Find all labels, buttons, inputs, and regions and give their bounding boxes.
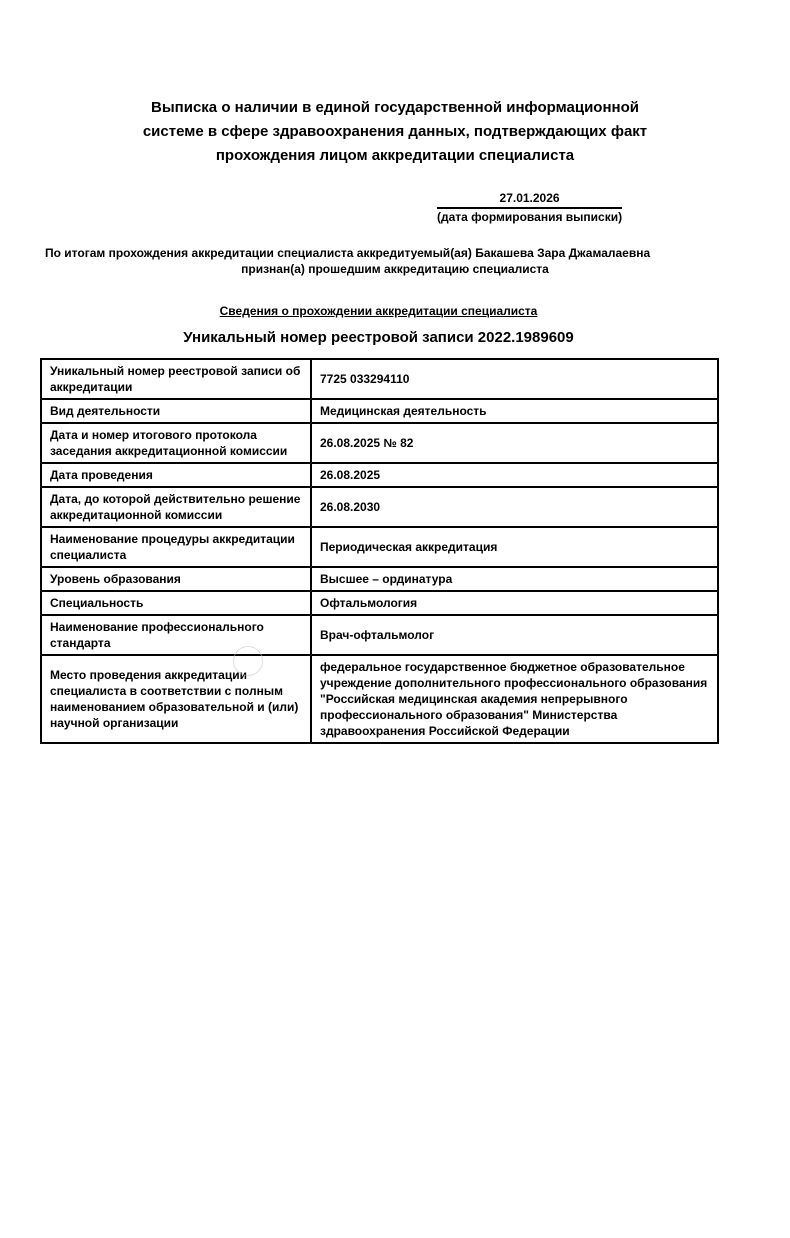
row-label: Вид деятельности: [41, 399, 311, 423]
row-value: Медицинская деятельность: [311, 399, 718, 423]
table-row: [41, 655, 718, 743]
table-row: [41, 463, 718, 487]
row-value: федеральное государственное бюджетное образовательное учреждение дополнительного профессионального образования "Российская медицинская академия непрерывного профессионального образования" Министерства здравоохранения Российской Федерации: [311, 655, 718, 743]
intro-line-2: признан(а) прошедшим аккредитацию специалиста: [241, 262, 549, 276]
table-row: [41, 527, 718, 567]
table-row: [41, 567, 718, 591]
table-row: [41, 423, 718, 463]
row-value: 26.08.2025: [311, 463, 718, 487]
row-value: Офтальмология: [311, 591, 718, 615]
row-value: 26.08.2025 № 82: [311, 423, 718, 463]
section-heading: Сведения о прохождении аккредитации специалиста: [219, 304, 538, 318]
formation-date-value: 27.01.2026: [437, 191, 622, 209]
row-value: 26.08.2030: [311, 487, 718, 527]
table-row: [41, 399, 718, 423]
accreditation-table: [40, 358, 719, 744]
row-label: Дата проведения: [41, 463, 311, 487]
row-value: Периодическая аккредитация: [311, 527, 718, 567]
table-row: [41, 487, 718, 527]
title-line: прохождения лицом аккредитации специалиста: [215, 147, 575, 164]
row-value: 7725 033294110: [311, 359, 718, 399]
row-value: Врач-офтальмолог: [311, 615, 718, 655]
table-row: [41, 591, 718, 615]
intro-line-1: По итогам прохождения аккредитации специалиста аккредитуемый(ая) Бакашева Зара Джамалаевна: [45, 246, 651, 260]
row-label: Место проведения аккредитации специалиста в соответствии с полным наименованием образовательной и (или) научной организации: [41, 655, 311, 743]
formation-date-inner: [437, 191, 622, 225]
row-label: Дата и номер итогового протокола заседания аккредитационной комиссии: [41, 423, 311, 463]
row-label: Наименование профессионального стандарта: [41, 615, 311, 655]
row-label: Уровень образования: [41, 567, 311, 591]
table-row: [41, 359, 718, 399]
title-line: Выписка о наличии в единой государственной информационной: [151, 99, 639, 116]
row-label: Дата, до которой действительно решение аккредитационной комиссии: [41, 487, 311, 527]
table-row: [41, 615, 718, 655]
row-value: Высшее – ординатура: [311, 567, 718, 591]
document-title: [0, 0, 790, 168]
row-label: Наименование процедуры аккредитации специалиста: [41, 527, 311, 567]
formation-date-caption: (дата формирования выписки): [437, 210, 623, 224]
formation-date-block: [437, 191, 790, 225]
row-label: Уникальный номер реестровой записи об аккредитации: [41, 359, 311, 399]
title-line: системе в сфере здравоохранения данных, подтверждающих факт: [142, 123, 648, 140]
row-label: Специальность: [41, 591, 311, 615]
registry-number-heading: Уникальный номер реестровой записи 2022.1989609: [183, 329, 574, 346]
intro-paragraph: [0, 245, 790, 277]
